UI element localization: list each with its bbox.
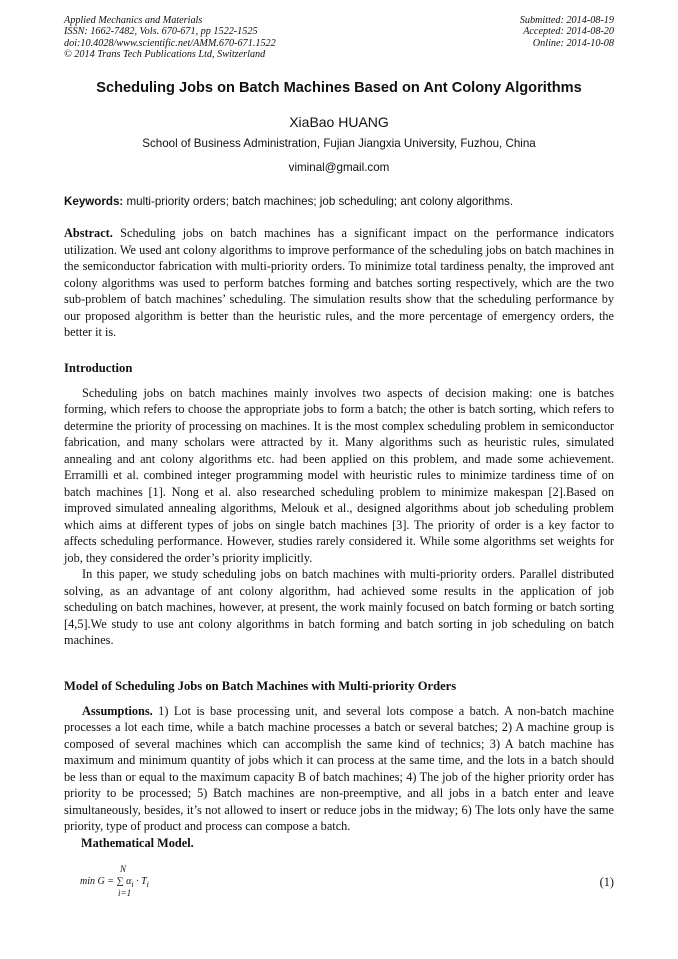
- introduction-paragraph: In this paper, we study scheduling jobs on batch machines with multi-priority orders. Parallel distributed solving, as an advantage of ant colony algorithm, had achieved some results in the application of job scheduling on batch machines, however, at present, the work mainly focused on batch forming or batch sorting [4,5].We study to use ant colony algorithms in batch forming and batch sorting in job scheduling on batch machines.: [64, 567, 614, 647]
- keywords-text: multi-priority orders; batch machines; job scheduling; ant colony algorithms.: [126, 195, 514, 208]
- issn-line: ISSN: 1662-7482, Vols. 670-671, pp 1522-1525: [64, 26, 258, 38]
- equation-number: (1): [599, 875, 614, 889]
- submitted-date: Submitted: 2014-08-19: [519, 15, 614, 26]
- abstract-text: Scheduling jobs on batch machines has a significant impact on the performance indicators utilization. We used ant colony algorithms to improve performance of the scheduling jobs on batch machines in the semiconductor fabrication with multi-priority orders. To minimize total tardiness penalty, the improved ant colony algorithms was used to perform batches forming and batches sorting respectively, which are the two sub-problem of batch machines’ scheduling. The simulation results show that the scheduling performance by our proposed algorithm is better than the heuristic rules, and the more percentage of emergency orders, the better it is.: [64, 226, 614, 339]
- doi-line: doi:10.4028/www.scientific.net/AMM.670-671.1522: [64, 37, 276, 49]
- abstract: [64, 225, 614, 341]
- journal-header-left: [64, 15, 276, 60]
- keywords: [64, 195, 614, 208]
- assumptions-paragraph: [64, 703, 614, 835]
- journal-header-right: [520, 15, 614, 49]
- introduction-heading: Introduction: [64, 361, 133, 375]
- sum-upper-limit: N: [120, 864, 127, 874]
- alpha-symbol: α: [126, 876, 132, 887]
- accepted-date: Accepted: 2014-08-20: [523, 26, 614, 38]
- equation-lhs: min G =: [80, 876, 114, 887]
- author-affiliation: School of Business Administration, Fujian Jiangxia University, Fuzhou, China: [142, 137, 536, 150]
- copyright-line: © 2014 Trans Tech Publications Ltd, Switzerland: [64, 48, 266, 60]
- equation-body: [80, 876, 149, 889]
- model-heading: Model of Scheduling Jobs on Batch Machines with Multi-priority Orders: [64, 679, 457, 693]
- multiply-dot: ·: [136, 876, 139, 887]
- assumptions-text: 1) Lot is base processing unit, and several lots compose a batch. A non-batch machine processes a lot each time, while a batch machine processes a batch or several batches; 2) A machine group is composed of several machines which can accomplish the same kind of technics; 3) A batch machine has maximum and minimum quantity of jobs which it can process at the same time, and the lots in a batch should be less than or equal to the maximum capacity B of batch machines; 4) The job of the higher priority order has priority to be processed; 5) Batch machines are non-preemptive, and all jobs in a batch enter and leave simultaneously, besides, it’s not allowed to insert or reduce jobs in the midway; 6) The lots only have the same priority, type of product and process can compose a batch.: [64, 703, 614, 833]
- paper-title: Scheduling Jobs on Batch Machines Based on Ant Colony Algorithms: [96, 80, 582, 96]
- sum-symbol: ∑: [116, 876, 124, 887]
- introduction-paragraph: Scheduling jobs on batch machines mainly involves two aspects of decision making: one is batches forming, which refers to choose the appropriate jobs to form a batch; the other is batch sorting, which refers to determine the priority of processing on machines. It is the most complex scheduling problem in semiconductor fabrication, and many scholars were attracted by it. Many algorithms such as heuristic rules, simulated annealing and ant colony algorithms etc. had been applied on this problem, and made some achievement. Erramilli et al. combined integer programming model with heuristic rules to minimize tardiness time of on batch machines [1]. Nong et al. also researched scheduling problem to minimize makespan [2].Based on improved simulated annealing algorithms, Melouk et al., designed algorithms about job scheduling problem which aims at different types of jobs on single batch machines [3]. The priority of order is a key factor to affects scheduling performance. However, studies rarely considered it. While some algorithms set weights for job, they considered the order’s priority implicitly.: [64, 385, 614, 565]
- model-section: [64, 678, 614, 851]
- introduction-section: [64, 360, 614, 649]
- equation-1: [80, 864, 614, 900]
- online-date: Online: 2014-10-08: [532, 37, 614, 49]
- keywords-label: Keywords:: [64, 195, 124, 208]
- assumptions-label: Assumptions.: [82, 703, 153, 718]
- t-symbol: T: [141, 876, 147, 887]
- journal-name: Applied Mechanics and Materials: [64, 15, 203, 26]
- mathematical-model-heading: Mathematical Model.: [81, 835, 194, 850]
- t-subscript: i: [146, 880, 149, 889]
- author-name: XiaBao HUANG: [289, 114, 389, 130]
- author-email: viminal@gmail.com: [288, 161, 390, 174]
- alpha-subscript: i: [131, 880, 134, 889]
- sum-lower-limit: i=1: [118, 888, 132, 898]
- abstract-label: Abstract.: [64, 226, 113, 240]
